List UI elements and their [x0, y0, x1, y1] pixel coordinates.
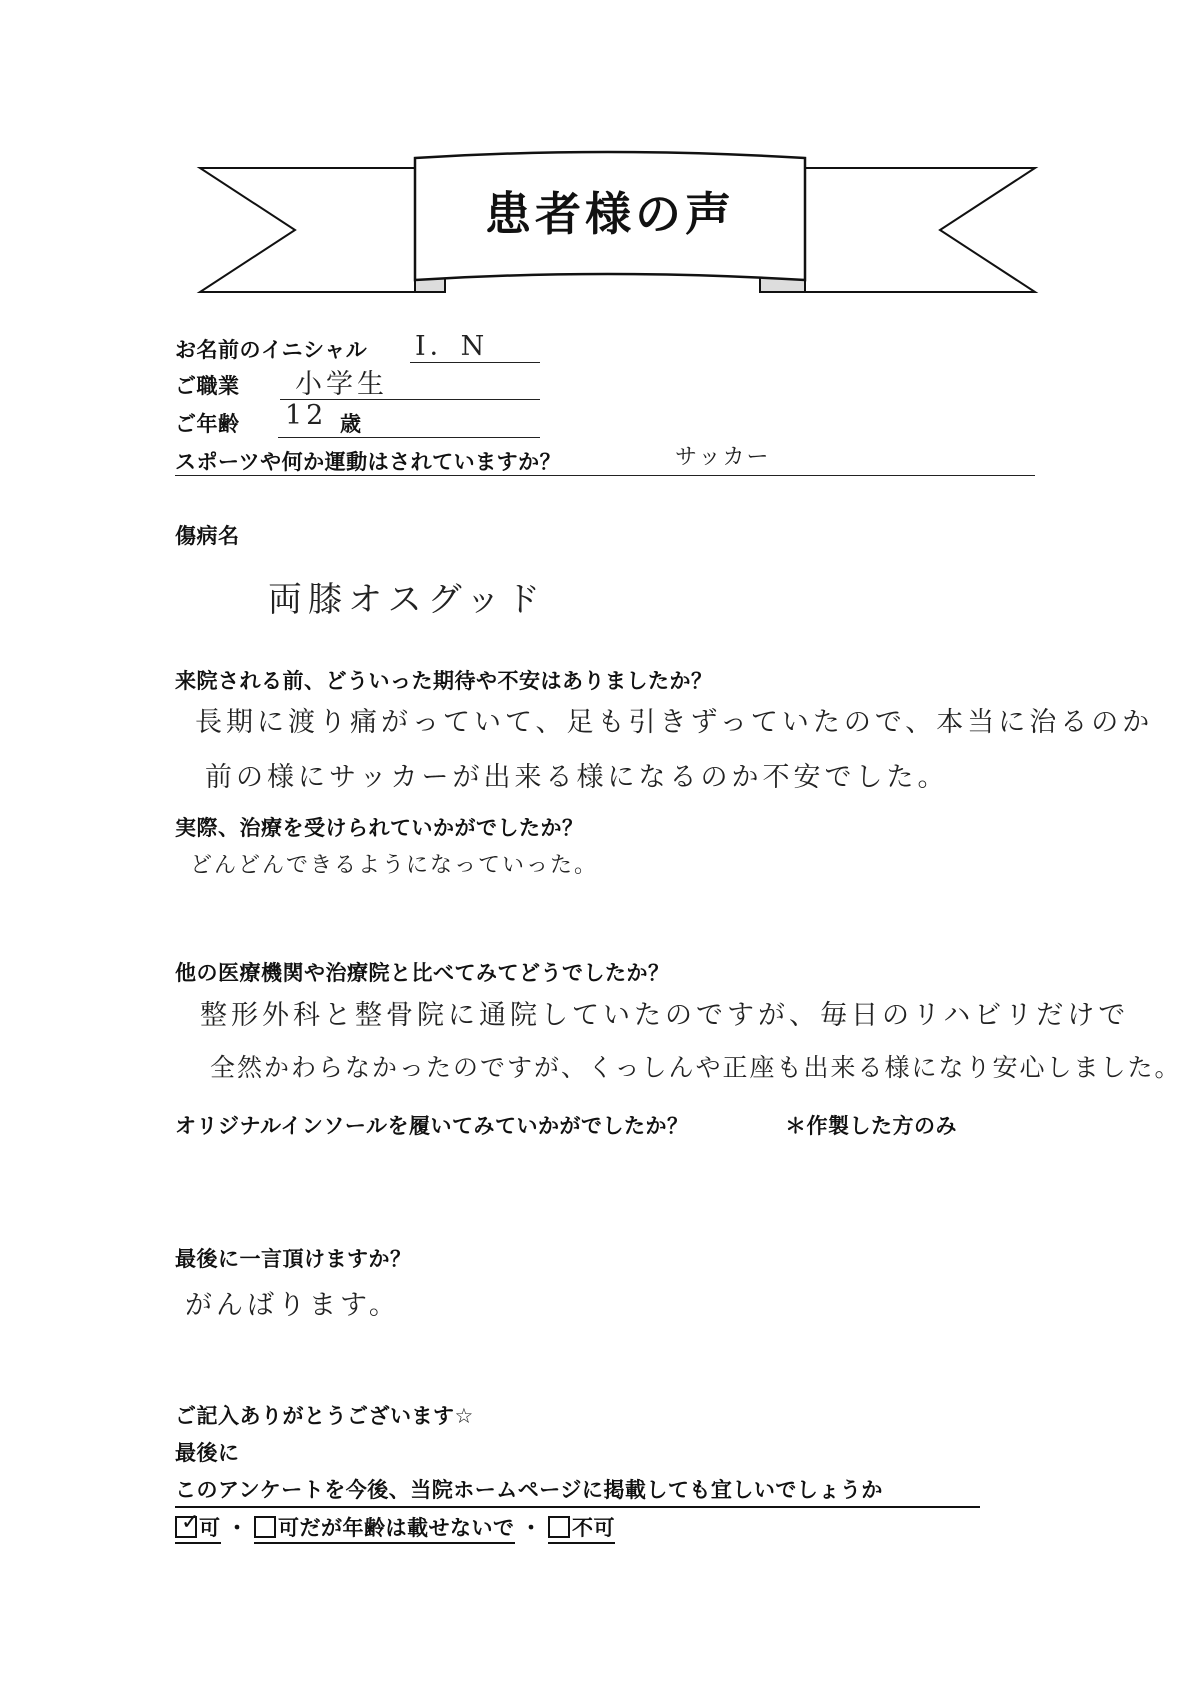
expectations-answer-line-2: 前の様にサッカーが出来る様になるのか不安でした。 [205, 762, 949, 793]
expectations-answer-line-1: 長期に渡り痛がっていて、足も引きずっていたので、本当に治るのか [195, 707, 1154, 738]
occupation-value: 小学生 [295, 369, 388, 400]
check-mark-icon: ✓ [181, 1510, 200, 1535]
consent-option-allow-no-age[interactable]: 可だが年齢は載せないで [254, 1516, 515, 1544]
sports-underline [175, 475, 1035, 476]
age-unit: 歳 [340, 412, 362, 436]
consent-option-deny[interactable]: 不可 [548, 1516, 615, 1544]
occupation-label: ご職業 [175, 374, 240, 398]
treatment-answer: どんどんできるようになっていった。 [190, 853, 599, 878]
final-word-question: 最後に一言頂けますか？ [175, 1247, 412, 1271]
age-label: ご年齢 [175, 412, 240, 436]
consent-option-allow[interactable]: ✓ 可 [175, 1516, 221, 1544]
checkbox-allow-no-age[interactable] [254, 1516, 276, 1538]
thanks-text: ご記入ありがとうございます☆ [175, 1404, 474, 1428]
injury-value: 両膝オスグッド [268, 580, 546, 620]
consent-question: このアンケートを今後、当院ホームページに掲載しても宜しいでしょうか [175, 1474, 980, 1508]
checkbox-allow[interactable] [175, 1510, 200, 1538]
comparison-answer-line-2: 全然かわらなかったのですが、くっしんや正座も出来る様になり安心しました。 [210, 1053, 1182, 1082]
final-word-answer: がんばります。 [185, 1290, 400, 1321]
initials-value: I．N [415, 331, 489, 362]
comparison-question: 他の医療機関や治療院と比べてみてどうでしたか？ [175, 961, 670, 985]
initials-underline [410, 362, 540, 363]
treatment-question: 実際、治療を受けられていかがでしたか？ [175, 816, 584, 840]
age-value: 12 [285, 400, 328, 431]
page-title: 患者様の声 [485, 187, 735, 241]
title-ribbon [0, 0, 1200, 320]
checkbox-deny[interactable] [548, 1516, 570, 1538]
consent-options [175, 1512, 615, 1542]
age-underline [278, 437, 540, 438]
injury-label: 傷病名 [175, 524, 240, 548]
comparison-answer-line-1: 整形外科と整骨院に通院していたのですが、毎日のリハビリだけで [200, 1000, 1130, 1031]
sports-value: サッカー [675, 445, 771, 470]
insole-note: ＊作製した方のみ [785, 1114, 957, 1138]
lastly-text: 最後に [175, 1441, 240, 1465]
option-separator: ・ [226, 1516, 248, 1540]
initials-label: お名前のイニシャル [175, 338, 368, 362]
option-separator: ・ [520, 1516, 542, 1540]
expectations-question: 来院される前、どういった期待や不安はありましたか？ [175, 669, 713, 693]
insole-question: オリジナルインソールを履いてみていかがでしたか？ [175, 1114, 689, 1138]
sports-label: スポーツや何か運動はされていますか？ [175, 450, 562, 474]
